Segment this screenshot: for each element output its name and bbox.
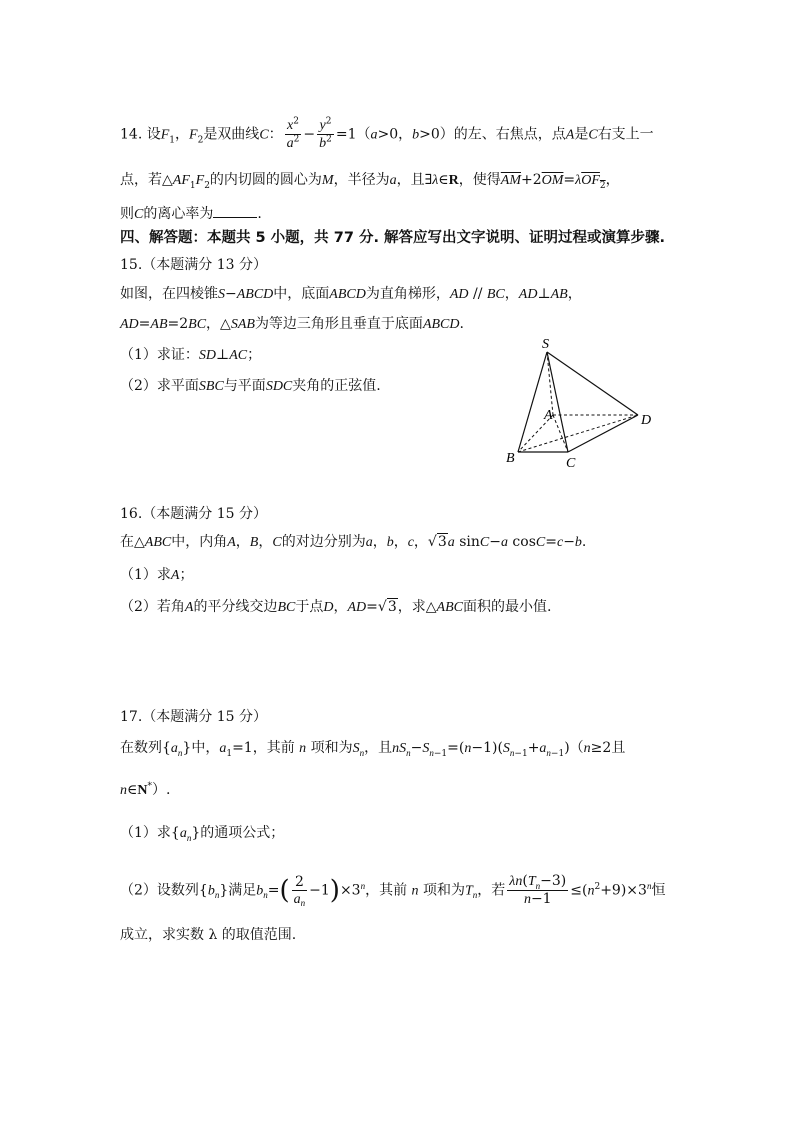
q14-line-2: 点，若$\triangle AF_1F_2$的内切圆的圆心为M，半径为a，且∃λ∈R，使得$\overline{AM}+2\overline{OM}=\lambda OF_2$， (120, 172, 620, 191)
q16-line-1: 在△ABC中，内角A，B，C的对边分别为a，b，c，√3a sinC−a cosC=c−b. (120, 534, 587, 550)
q16-part-1: （1）求A； (120, 567, 194, 583)
q17-part-2: （2）设数列$\{b_n\}$满足$b_n=$( $\frac{2}{a_n}$ $-1)\times 3^n$，其前 n 项和为$T_n$，若 $\frac{\lambda n(T_n-3)}{n-1}$ $\le(n^2+9)\times 3^n$恒 (120, 873, 666, 909)
edge-AC (553, 415, 568, 452)
fraction-x2-a2: $\frac{x^2}{a^2}$ (286, 116, 300, 151)
section-heading: 四、解答题：本题共 5 小题，共 77 分. 解答应写出文字说明、证明过程或演算步骤. (120, 230, 666, 246)
q15-line-1: 如图，在四棱锥S−ABCD中，底面ABCD为直角梯形，AD // BC，AD⊥AB， (120, 286, 582, 302)
q15-line-2: AD=AB=2BC，△SAB为等边三角形且垂直于底面ABCD. (120, 316, 464, 332)
fraction-y2-b2: $\frac{y^2}{b^2}$ (319, 116, 332, 151)
label-C: C (566, 456, 576, 471)
q17-line-2: n∈N*）. (120, 781, 171, 798)
q15-part-2: （2）求平面SBC与平面SDC夹角的正弦值. (120, 378, 381, 394)
q16-part-2: （2）若角A的平分线交边BC于点D，AD=√3，求△ABC面积的最小值. (120, 599, 552, 615)
fraction-lambda: $\frac{\lambda n(T_n-3)}{n-1}$ (509, 873, 567, 907)
answer-blank (213, 205, 257, 218)
q15-part-1: （1）求证：SD⊥AC； (120, 347, 262, 363)
q16-header: 16.（本题满分 15 分） (120, 506, 267, 522)
pyramid-figure (498, 335, 668, 475)
q14-line-1: 14. 设$F_1$，$F_2$是双曲线C： $\frac{x^2}{a^2}$ − $\frac{y^2}{b^2}$ =1（a>0，b>0）的左、右焦点，点A是C右支上一 (120, 116, 654, 151)
fraction-2-an: $\frac{2}{a_n}$ (293, 873, 306, 909)
edge-SA (547, 352, 553, 415)
label-B: B (506, 451, 515, 466)
q15-header: 15.（本题满分 13 分） (120, 257, 267, 273)
q17-header: 17.（本题满分 15 分） (120, 709, 267, 725)
edge-SC (547, 352, 568, 452)
label-A: A (544, 408, 553, 423)
edge-SD (547, 352, 638, 415)
q17-part-1: （1）求$\{a_n\}$的通项公式； (120, 825, 285, 843)
q17-line-1: 在数列$\{a_n\}$中，$a_1=1$，其前 n 项和为$S_n$，且$nS_n-S_{n-1}=(n-1)(S_{n-1}+a_{n-1})(n\ge 2$且 (120, 740, 626, 759)
label-S: S (542, 337, 549, 352)
label-D: D (641, 413, 652, 428)
vector-OF2: $OF_2$ (581, 173, 606, 191)
vector-AM: $\overline{AM}$ (500, 173, 521, 188)
q17-line-5: 成立，求实数 λ 的取值范围. (120, 927, 297, 943)
vector-OM: $\overline{OM}$ (541, 173, 564, 188)
q14-line-3: 则C的离心率为 . (120, 206, 262, 222)
